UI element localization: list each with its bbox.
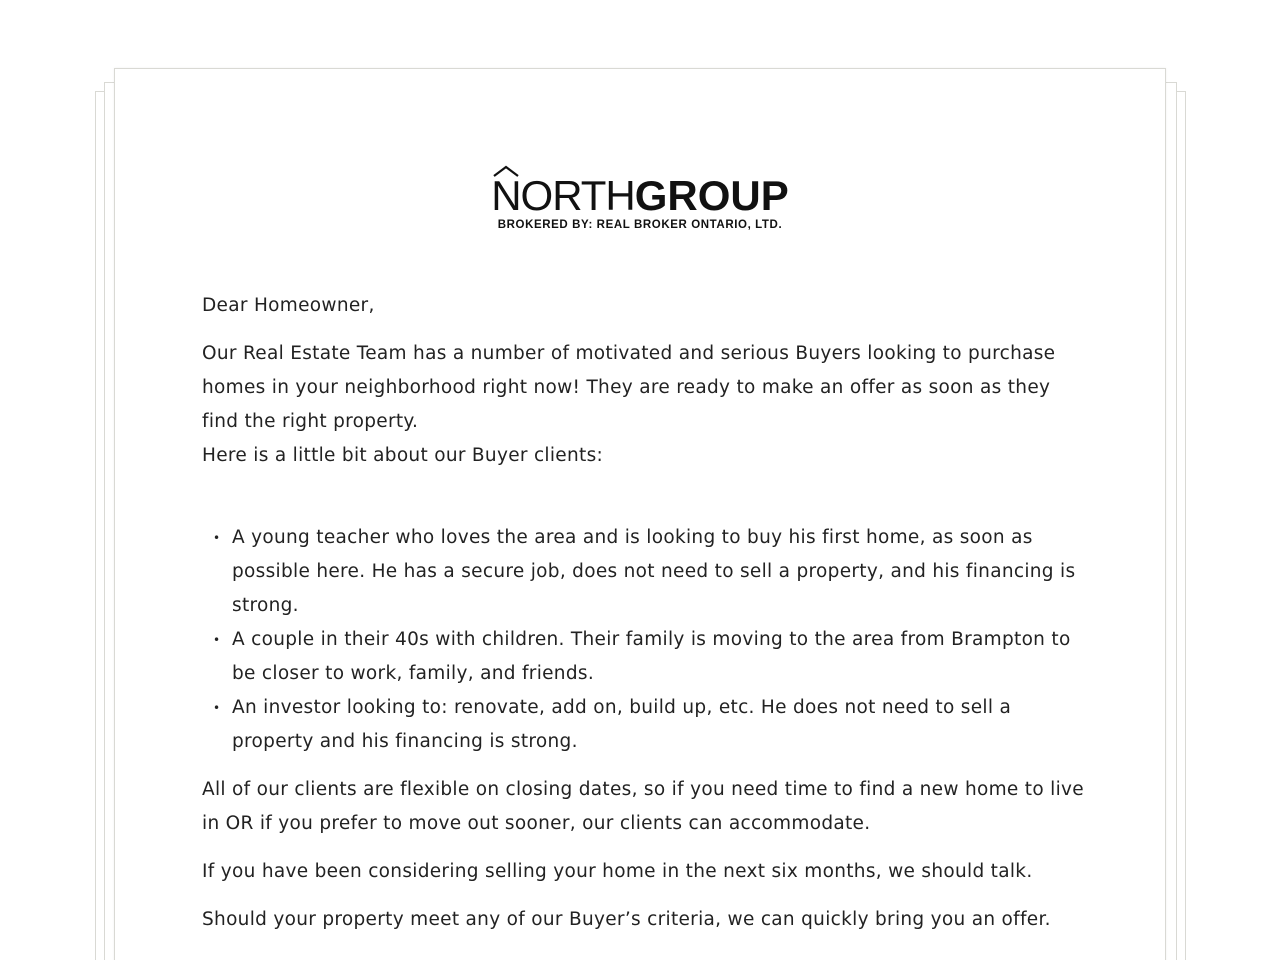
letter-consider-paragraph: If you have been considering selling your home in the next six months, we should talk. xyxy=(202,861,1033,882)
bullet-icon: • xyxy=(213,633,221,647)
buyer-list-item xyxy=(213,691,1092,759)
bullet-icon: • xyxy=(213,531,221,545)
logo-group-text: GROUP xyxy=(634,172,789,219)
buyer-description: An investor looking to: renovate, add on, build up, etc. He does not need to sell a property and his financing is strong. xyxy=(232,697,1012,752)
house-roof-icon xyxy=(492,165,520,177)
buyer-list xyxy=(202,521,1092,759)
letter-offer-paragraph: Should your property meet any of our Buyer’s criteria, we can quickly bring you an offer. xyxy=(202,909,1051,930)
buyer-description: A young teacher who loves the area and is looking to buy his first home, as soon as possible here. He has a secure job, does not need to sell a property, and his financing is strong. xyxy=(232,527,1076,616)
logo-north-text: NORTH xyxy=(491,172,635,219)
letter-page xyxy=(114,68,1166,960)
letter-flexible-paragraph: All of our clients are flexible on closing dates, so if you need time to find a new home to live in OR if you prefer to move out sooner, our clients can accommodate. xyxy=(202,779,1084,834)
logo-brokerage-line: BROKERED BY: REAL BROKER ONTARIO, LTD. xyxy=(497,219,783,231)
northgroup-logo xyxy=(115,173,1165,231)
logo-wordmark xyxy=(491,173,789,219)
letter-body xyxy=(202,289,1092,951)
letter-intro-paragraph: Our Real Estate Team has a number of motivated and serious Buyers looking to purchase homes in your neighborhood right now! They are ready to make an offer as soon as they find the right property. xyxy=(202,343,1056,432)
bullet-icon: • xyxy=(213,701,221,715)
buyer-list-item xyxy=(213,521,1092,623)
blank-line xyxy=(202,473,1092,521)
buyer-description: A couple in their 40s with children. Their family is moving to the area from Brampton to be closer to work, family, and friends. xyxy=(232,629,1071,684)
buyer-list-item xyxy=(213,623,1092,691)
letter-lead-in: Here is a little bit about our Buyer clients: xyxy=(202,445,604,466)
letter-greeting: Dear Homeowner, xyxy=(202,295,375,316)
